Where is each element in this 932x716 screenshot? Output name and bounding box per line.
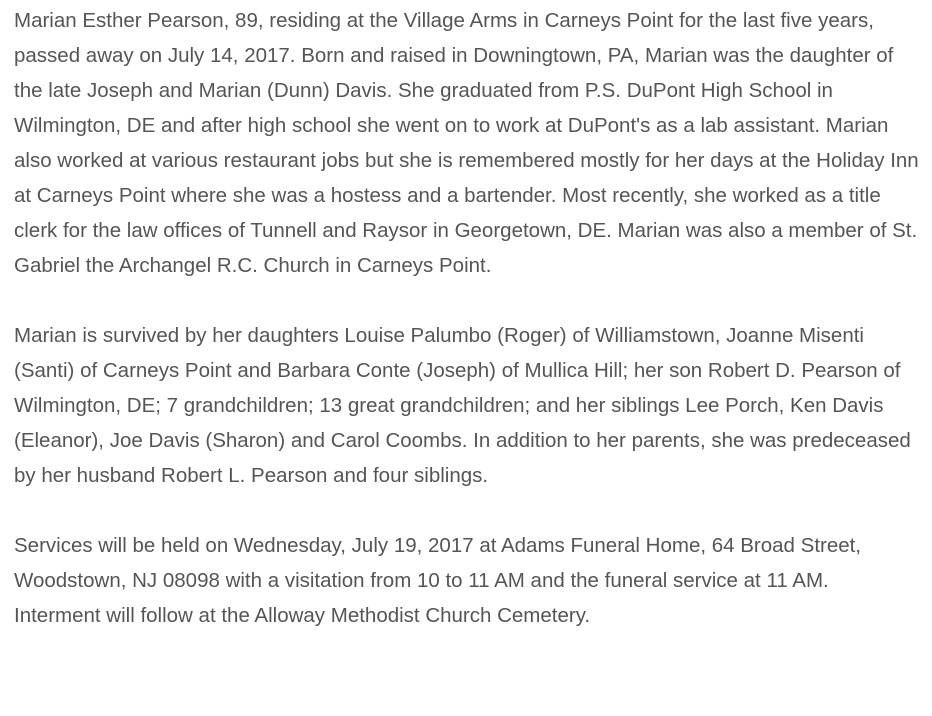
paragraph-survivors: Marian is survived by her daughters Louise Palumbo (Roger) of Williamstown, Joanne Misenti (Santi) of Carneys Point and Barbara Conte (Joseph) of Mullica Hill; her son Robert D. Pearson of Wilmington, DE; 7 grandchildren; 13 great grandchildren; and her siblings Lee Porch, Ken Davis (Eleanor), Joe Davis (Sharon) and Carol Coombs. In addition to her parents, she was predeceased by her husband Robert L. Pearson and four siblings.	[14, 324, 911, 487]
obituary-text	[14, 3, 919, 633]
paragraph-services: Services will be held on Wednesday, July 19, 2017 at Adams Funeral Home, 64 Broad Street, Woodstown, NJ 08098 with a visitation from 10 to 11 AM and the funeral service at 11 AM. Interment will follow at the Alloway Methodist Church Cemetery.	[14, 534, 862, 627]
paragraph-biography: Marian Esther Pearson, 89, residing at the Village Arms in Carneys Point for the last five years, passed away on July 14, 2017. Born and raised in Downingtown, PA, Marian was the daughter of the late Joseph and Marian (Dunn) Davis. She graduated from P.S. DuPont High School in Wilmington, DE and after high school she went on to work at DuPont's as a lab assistant. Marian also worked at various restaurant jobs but she is remembered mostly for her days at the Holiday Inn at Carneys Point where she was a hostess and a bartender. Most recently, she worked as a title clerk for the law offices of Tunnell and Raysor in Georgetown, DE. Marian was also a member of St. Gabriel the Archangel R.C. Church in Carneys Point.	[14, 9, 919, 277]
